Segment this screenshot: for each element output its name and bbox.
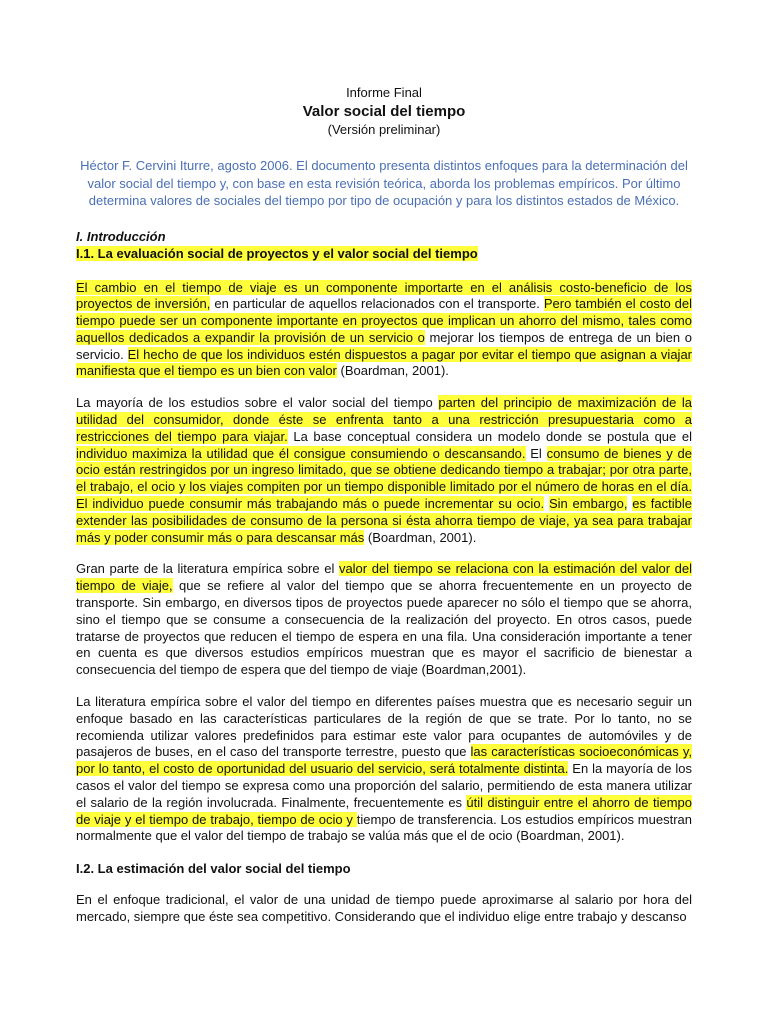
text-run: (Boardman, 2001). <box>364 529 477 545</box>
document-subtitle: (Versión preliminar) <box>327 122 441 137</box>
text-run: En la mayoría de los casos el valor del tiempo se expresa como una proporción del salario, permitiendo de esta manera utilizar el salario de la región involucrada. Finalmente, frecuentemente es <box>76 761 692 810</box>
highlighted-text: I.1. La evaluación social de proyectos y el valor social del tiempo <box>76 245 478 261</box>
text-run: Gran parte de la literatura empírica sobre el <box>76 561 339 577</box>
document-type: Informe Final <box>346 85 422 100</box>
paragraph <box>76 694 692 845</box>
highlighted-text: las características socioeconómicas y, por lo tanto, el costo de oportunidad del usuario del servicio, será totalmente distinta. <box>76 744 692 777</box>
subsection-heading: I.2. La estimación del valor social del tiempo <box>76 861 351 877</box>
paragraph <box>76 280 692 381</box>
highlighted-text: Sin embargo, <box>548 496 628 512</box>
text-run: tiempo de transferencia. Los estudios empíricos muestran normalmente que el valor del tiempo de trabajo se valúa más que el de ocio (Boardman, 2001). <box>76 811 692 844</box>
text-run: La base conceptual considera un modelo donde se postula que el <box>287 428 692 444</box>
text-run: mejorar los tiempos de entrega de un bien o servicio. <box>76 329 692 362</box>
highlighted-text: El hecho de que los individuos estén dispuestos a pagar por evitar el tiempo que asignan a viajar manifiesta que el tiempo es un bien con valor <box>76 346 692 379</box>
document-title: Valor social del tiempo <box>302 103 466 120</box>
highlighted-text: individuo maximiza la utilidad que él consigue consumiendo o descansando. <box>76 445 526 461</box>
highlighted-text: El individuo puede consumir más trabajando más o puede incrementar su ocio. <box>76 496 545 512</box>
highlighted-text: parten del principio de maximización de la utilidad del consumidor, donde éste se enfrenta tanto a una restricción presupuestaria como a restricciones del tiempo para viajar. <box>76 395 692 444</box>
highlighted-text: Pero también el costo del tiempo puede ser un componente importante en proyectos que implican un ahorro del mismo, tales como aquellos dedicados a expandir la provisión de un servicio o <box>76 296 692 345</box>
text-run: El <box>525 445 547 461</box>
highlighted-text: útil distinguir entre el ahorro de tiempo de viaje y el tiempo de trabajo, tiempo de ocio y <box>76 794 693 827</box>
text-run: La literatura empírica sobre el valor del tiempo en diferentes países muestra que es necesario seguir un enfoque basado en las características particulares de la región de que se trate. Por lo tanto, no se recomienda utilizar valores predefinidos para estimar este valor para ocupantes de automóviles y de pasajeros de buses, en el caso del transporte terrestre, puesto que <box>76 694 692 760</box>
text-run: que se refiere al valor del tiempo que se ahorra frecuentemente en un proyecto de transporte. Sin embargo, en diversos tipos de proyectos puede aparecer no sólo el tiempo que se ahorra, sino el tiempo que se consume a consecuencia de la realización del proyecto. En otros casos, puede tratarse de proyectos que reducen el tiempo de espera en una fila. Una consideración importante a tener en cuenta es que diversos estudios empíricos muestran que es mayor el sacrificio de bienestar a consecuencia del tiempo de espera que del tiempo de viaje (Boardman,2001). <box>76 578 692 678</box>
document-header <box>76 84 692 139</box>
text-run: La mayoría de los estudios sobre el valor social del tiempo <box>76 395 439 411</box>
paragraph <box>76 395 692 546</box>
highlighted-text: consumo de bienes y de ocio están restringidos por un ingreso limitado, que se obtiene dedicando tiempo a trabajar; por otra parte, el trabajo, el ocio y los viajes compiten por un tiempo disponible limitado por el número de horas en el día. <box>76 445 692 495</box>
paragraph: En el enfoque tradicional, el valor de una unidad de tiempo puede aproximarse al salario por hora del mercado, siempre que éste sea competitivo. Considerando que el individuo elige entre trabajo y descanso <box>76 892 692 924</box>
highlighted-text: es factible extender las posibilidades de consumo de la persona si ésta ahorra tiempo de viaje, ya sea para trabajar más y poder consumir más o para descansar más <box>76 496 692 545</box>
paragraph <box>76 561 692 679</box>
text-run: (Boardman, 2001). <box>336 363 449 379</box>
highlighted-text: El cambio en el tiempo de viaje es un componente importarte en el análisis costo-beneficio de los proyectos de inversión, <box>76 279 692 312</box>
section-heading: I. Introducción <box>76 228 166 244</box>
abstract: Héctor F. Cervini Iturre, agosto 2006. El documento presenta distintos enfoques para la determinación del valor social del tiempo y, con base en esta revisión teórica, aborda los problemas empíricos. Por último determina valores de sociales del tiempo por tipo de ocupación y para los distintos estados de México. <box>80 158 688 208</box>
subsection-heading <box>76 245 692 262</box>
text-run: en particular de aquellos relacionados con el transporte. <box>210 296 544 312</box>
highlighted-text: valor del tiempo se relaciona con la estimación del valor del tiempo de viaje, <box>76 561 692 594</box>
